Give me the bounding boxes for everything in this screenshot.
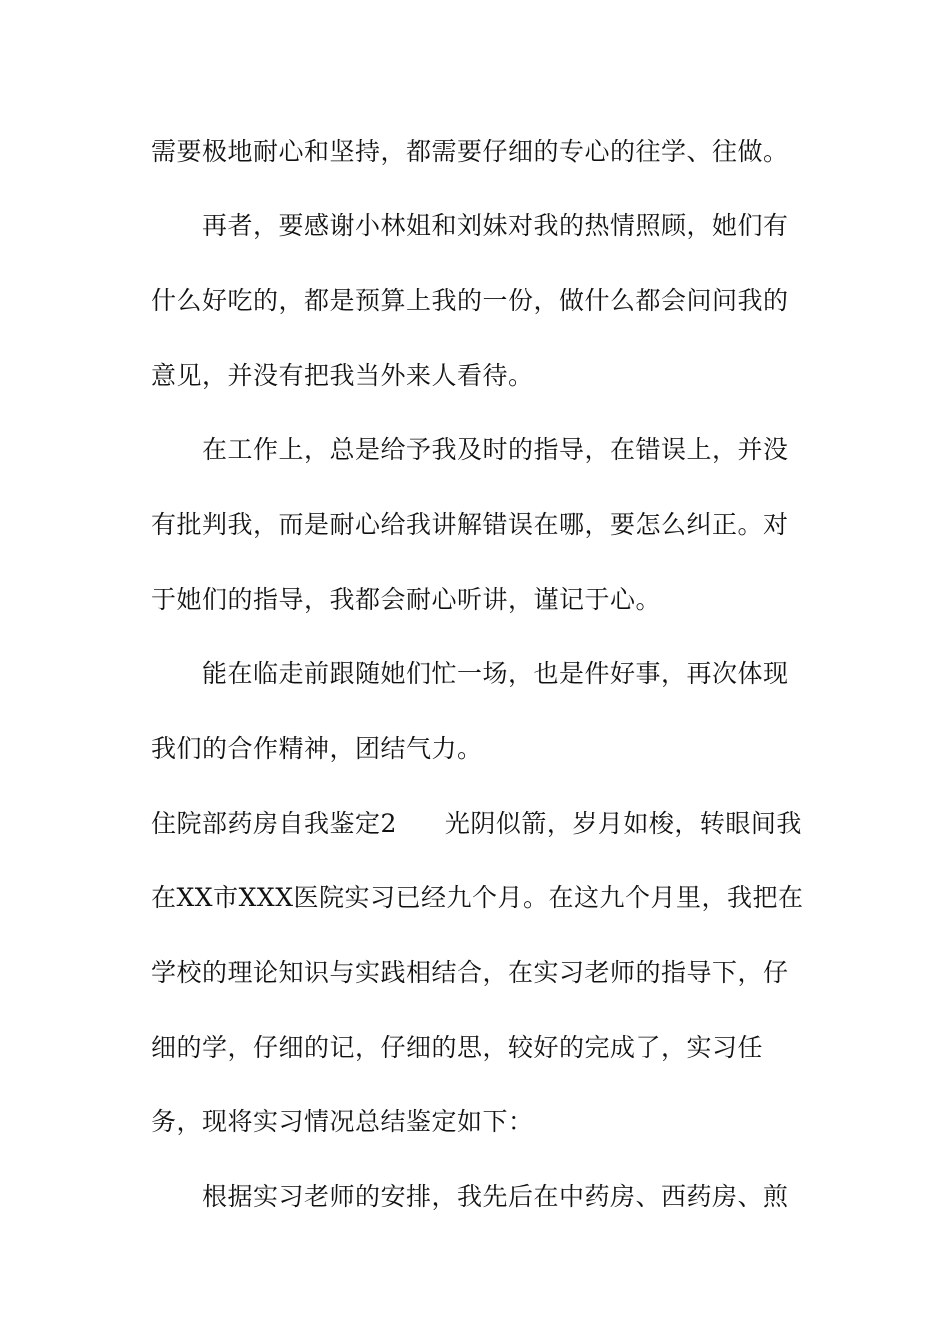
text-line: 细的学，仔细的记，仔细的思，较好的完成了，实习任 <box>151 1033 764 1062</box>
text-line: 什么好吃的，都是预算上我的一份，做什么都会问问我的 <box>151 286 789 315</box>
paragraph-start: 能在临走前跟随她们忙一场，也是件好事，再次体现 <box>202 659 789 688</box>
text-line: 务，现将实习情况总结鉴定如下： <box>151 1107 534 1136</box>
text-line: 我们的合作精神，团结气力。 <box>151 734 483 763</box>
paragraph-start: 在工作上，总是给予我及时的指导，在错误上，并没 <box>202 435 789 464</box>
section-first-text: 光阴似箭，岁月如梭，转眼间我 <box>444 809 802 838</box>
paragraph-start: 根据实习老师的安排，我先后在中药房、西药房、煎 <box>202 1182 789 1211</box>
text-line: 意见，并没有把我当外来人看待。 <box>151 361 534 390</box>
text-line: 学校的理论知识与实践相结合，在实习老师的指导下，仔 <box>151 958 789 987</box>
section-heading: 住院部药房自我鉴定2 <box>151 809 397 838</box>
text-line: 需要极地耐心和坚持，都需要仔细的专心的往学、往做。 <box>151 137 789 166</box>
section-heading-line <box>151 809 802 839</box>
text-line: 在XX市XXX医院实习已经九个月。在这九个月里，我把在 <box>151 883 804 912</box>
paragraph-start: 再者，要感谢小林姐和刘妹对我的热情照顾，她们有 <box>202 211 789 240</box>
text-line: 有批判我，而是耐心给我讲解错误在哪，要怎么纠正。对 <box>151 510 789 539</box>
text-line: 于她们的指导，我都会耐心听讲，谨记于心。 <box>151 585 662 614</box>
